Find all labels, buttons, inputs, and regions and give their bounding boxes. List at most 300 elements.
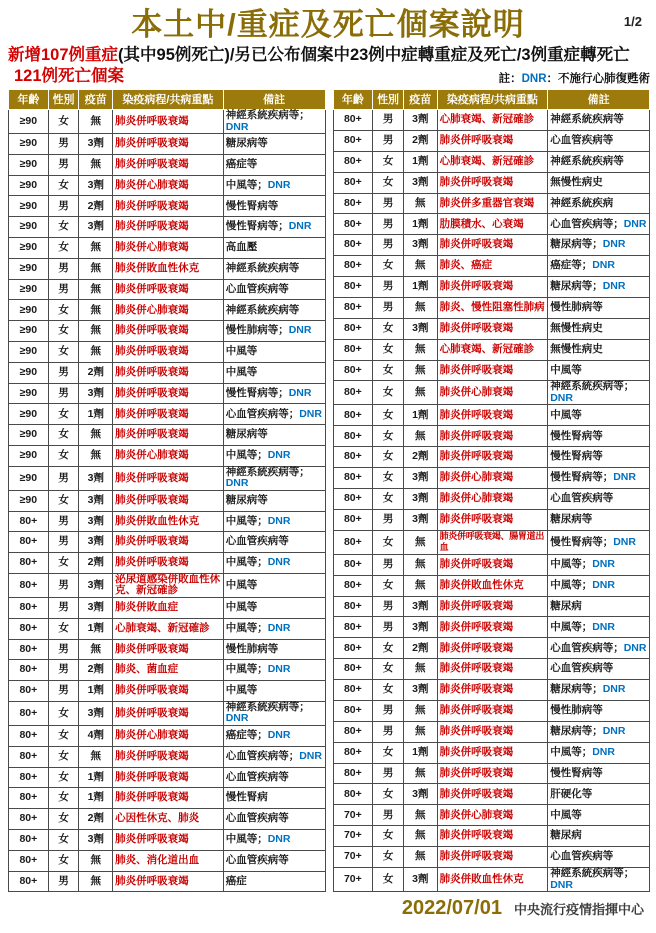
column-header: 年齡 bbox=[9, 90, 49, 110]
table-row bbox=[333, 193, 650, 214]
disease-course-cell: 肺炎併呼吸衰竭 bbox=[113, 425, 224, 446]
sex-cell: 男 bbox=[48, 597, 79, 618]
vaccine-dose-cell: 3劑 bbox=[79, 701, 113, 725]
sex-cell: 女 bbox=[48, 701, 79, 725]
vaccine-dose-cell: 無 bbox=[79, 300, 113, 321]
sex-cell: 女 bbox=[48, 445, 79, 466]
vaccine-dose-cell: 3劑 bbox=[403, 110, 437, 131]
table-row bbox=[9, 341, 326, 362]
remark-cell: 神經系統疾病等；DNR bbox=[223, 110, 325, 134]
column-header: 染疫病程/共病重點 bbox=[437, 90, 548, 110]
remark-cell: 慢性腎病等；DNR bbox=[223, 217, 325, 238]
disease-course-cell: 心肺衰竭、新冠確診 bbox=[437, 151, 548, 172]
vaccine-dose-cell: 無 bbox=[79, 639, 113, 660]
case-tables bbox=[8, 89, 650, 892]
age-cell: 80+ bbox=[333, 763, 373, 784]
age-cell: 80+ bbox=[333, 381, 373, 405]
sex-cell: 男 bbox=[373, 193, 404, 214]
vaccine-dose-cell: 無 bbox=[79, 279, 113, 300]
table-row bbox=[9, 532, 326, 553]
column-header: 性別 bbox=[48, 90, 79, 110]
disease-course-cell: 肺炎併呼吸衰竭 bbox=[113, 154, 224, 175]
disease-course-cell: 肺炎併呼吸衰竭 bbox=[437, 617, 548, 638]
vaccine-dose-cell: 2劑 bbox=[79, 553, 113, 574]
vaccine-dose-cell: 2劑 bbox=[79, 362, 113, 383]
table-row bbox=[9, 511, 326, 532]
vaccine-dose-cell: 無 bbox=[79, 850, 113, 871]
table-row bbox=[333, 277, 650, 298]
vaccine-dose-cell: 無 bbox=[403, 193, 437, 214]
age-cell: 80+ bbox=[333, 742, 373, 763]
disease-course-cell: 肺炎併心肺衰竭 bbox=[437, 381, 548, 405]
subtitle-black-text: (其中95例死亡)/另已公布個案中23例中症轉重症及死亡/3例重症轉死亡 bbox=[118, 46, 630, 64]
remark-cell: 高血壓 bbox=[223, 237, 325, 258]
disease-course-cell: 肺炎併呼吸衰竭 bbox=[113, 383, 224, 404]
vaccine-dose-cell: 3劑 bbox=[79, 383, 113, 404]
sex-cell: 男 bbox=[373, 235, 404, 256]
age-cell: 80+ bbox=[333, 214, 373, 235]
disease-course-cell: 肺炎併呼吸衰竭 bbox=[437, 721, 548, 742]
remark-cell: 糖尿病等 bbox=[223, 425, 325, 446]
column-header: 備註 bbox=[548, 90, 650, 110]
table-row bbox=[9, 639, 326, 660]
disease-course-cell: 肺炎併呼吸衰竭 bbox=[437, 318, 548, 339]
dnr-label: DNR bbox=[613, 535, 636, 548]
column-header: 年齡 bbox=[333, 90, 373, 110]
remark-cell: 中風等；DNR bbox=[548, 554, 650, 575]
table-row bbox=[9, 154, 326, 175]
table-row bbox=[9, 134, 326, 155]
sex-cell: 女 bbox=[373, 826, 404, 847]
dnr-label: DNR bbox=[267, 178, 291, 191]
age-cell: 80+ bbox=[9, 553, 49, 574]
sex-cell: 男 bbox=[373, 805, 404, 826]
vaccine-dose-cell: 無 bbox=[403, 700, 437, 721]
remark-cell: 中風等；DNR bbox=[223, 553, 325, 574]
dnr-label: DNR bbox=[267, 621, 291, 634]
sex-cell: 女 bbox=[373, 530, 404, 554]
vaccine-dose-cell: 2劑 bbox=[403, 447, 437, 468]
remark-cell: 癌症 bbox=[223, 871, 325, 892]
sex-cell: 女 bbox=[373, 867, 404, 891]
age-cell: 80+ bbox=[333, 360, 373, 381]
age-cell: ≥90 bbox=[9, 341, 49, 362]
table-row bbox=[9, 217, 326, 238]
age-cell: ≥90 bbox=[9, 300, 49, 321]
table-row bbox=[9, 466, 326, 490]
remark-cell: 中風等；DNR bbox=[223, 511, 325, 532]
dnr-label: DNR bbox=[623, 641, 647, 654]
vaccine-dose-cell: 無 bbox=[403, 297, 437, 318]
age-cell: 80+ bbox=[9, 788, 49, 809]
remark-cell: 糖尿病等；DNR bbox=[548, 721, 650, 742]
column-header: 備註 bbox=[223, 90, 325, 110]
disease-course-cell: 肺炎併呼吸衰竭 bbox=[113, 279, 224, 300]
disease-course-cell: 肺炎併呼吸衰竭 bbox=[113, 701, 224, 725]
age-cell: 80+ bbox=[333, 680, 373, 701]
dnr-label: DNR bbox=[267, 449, 291, 462]
remark-cell: 中風等；DNR bbox=[548, 742, 650, 763]
vaccine-dose-cell: 無 bbox=[79, 258, 113, 279]
vaccine-dose-cell: 無 bbox=[403, 805, 437, 826]
footer bbox=[402, 897, 644, 920]
age-cell: 80+ bbox=[333, 318, 373, 339]
vaccine-dose-cell: 無 bbox=[403, 721, 437, 742]
disease-course-cell: 肺炎併心肺衰竭 bbox=[113, 300, 224, 321]
table-row bbox=[333, 405, 650, 426]
remark-cell: 心血管疾病等；DNR bbox=[548, 638, 650, 659]
table-row bbox=[333, 488, 650, 509]
age-cell: ≥90 bbox=[9, 383, 49, 404]
age-cell: ≥90 bbox=[9, 490, 49, 511]
table-row bbox=[333, 381, 650, 405]
age-cell: ≥90 bbox=[9, 134, 49, 155]
dnr-label: DNR bbox=[592, 620, 615, 633]
sex-cell: 女 bbox=[373, 381, 404, 405]
age-cell: 80+ bbox=[333, 130, 373, 151]
vaccine-dose-cell: 無 bbox=[403, 554, 437, 575]
age-cell: ≥90 bbox=[9, 362, 49, 383]
vaccine-dose-cell: 1劑 bbox=[403, 405, 437, 426]
table-row bbox=[9, 300, 326, 321]
sex-cell: 男 bbox=[373, 130, 404, 151]
table-row bbox=[333, 847, 650, 868]
age-cell: 80+ bbox=[9, 618, 49, 639]
dnr-label: DNR bbox=[602, 725, 626, 737]
sex-cell: 女 bbox=[48, 237, 79, 258]
remark-cell: 心血管疾病等 bbox=[548, 659, 650, 680]
remark-cell: 心血管疾病等 bbox=[548, 130, 650, 151]
table-row bbox=[9, 196, 326, 217]
column-header: 性別 bbox=[373, 90, 404, 110]
sex-cell: 男 bbox=[373, 214, 404, 235]
vaccine-dose-cell: 1劑 bbox=[79, 767, 113, 788]
table-row bbox=[9, 660, 326, 681]
disease-course-cell: 肺炎併呼吸衰竭 bbox=[437, 596, 548, 617]
table-row bbox=[9, 701, 326, 725]
remark-cell: 神經系統疾病等；DNR bbox=[223, 701, 325, 725]
vaccine-dose-cell: 無 bbox=[79, 321, 113, 342]
subtitle-line2-row bbox=[14, 66, 650, 86]
sex-cell: 男 bbox=[373, 509, 404, 530]
vaccine-dose-cell: 無 bbox=[403, 826, 437, 847]
vaccine-dose-cell: 3劑 bbox=[403, 468, 437, 489]
case-table-right bbox=[333, 89, 651, 892]
table-row bbox=[9, 681, 326, 702]
vaccine-dose-cell: 3劑 bbox=[79, 175, 113, 196]
age-cell: 80+ bbox=[9, 660, 49, 681]
table-row bbox=[333, 721, 650, 742]
dnr-label: DNR bbox=[267, 514, 291, 527]
age-cell: 80+ bbox=[333, 235, 373, 256]
vaccine-dose-cell: 無 bbox=[403, 659, 437, 680]
disease-course-cell: 肺炎併呼吸衰竭 bbox=[437, 659, 548, 680]
sex-cell: 男 bbox=[48, 279, 79, 300]
disease-course-cell: 肺炎併呼吸衰竭 bbox=[437, 130, 548, 151]
vaccine-dose-cell: 3劑 bbox=[79, 511, 113, 532]
disease-course-cell: 肺炎併呼吸衰竭 bbox=[437, 784, 548, 805]
age-cell: 80+ bbox=[333, 554, 373, 575]
remark-cell: 中風等；DNR bbox=[223, 829, 325, 850]
vaccine-dose-cell: 無 bbox=[79, 445, 113, 466]
vaccine-dose-cell: 無 bbox=[79, 871, 113, 892]
disease-course-cell: 肺炎併呼吸衰竭 bbox=[437, 680, 548, 701]
sex-cell: 女 bbox=[373, 847, 404, 868]
dnr-label: DNR bbox=[225, 120, 249, 133]
vaccine-dose-cell: 無 bbox=[403, 763, 437, 784]
disease-course-cell: 肺炎併呼吸衰竭 bbox=[437, 638, 548, 659]
remark-cell: 心血管疾病等 bbox=[548, 488, 650, 509]
disease-course-cell: 肺炎併心肺衰竭 bbox=[113, 445, 224, 466]
disease-course-cell: 心肺衰竭、新冠確診 bbox=[113, 618, 224, 639]
vaccine-dose-cell: 無 bbox=[79, 237, 113, 258]
remark-cell: 肝硬化等 bbox=[548, 784, 650, 805]
dnr-label: DNR bbox=[602, 238, 626, 251]
remark-cell: 中風等 bbox=[548, 805, 650, 826]
table-row bbox=[9, 445, 326, 466]
disease-course-cell: 肺炎併敗血性休克 bbox=[437, 867, 548, 891]
age-cell: 80+ bbox=[333, 488, 373, 509]
sex-cell: 女 bbox=[48, 110, 79, 134]
sex-cell: 男 bbox=[48, 511, 79, 532]
age-cell: 80+ bbox=[333, 405, 373, 426]
report-date: 2022/07/01 bbox=[401, 897, 502, 919]
disease-course-cell: 肺炎併呼吸衰竭 bbox=[437, 554, 548, 575]
remark-cell: 無慢性病史 bbox=[548, 339, 650, 360]
remark-cell: 心血管疾病等；DNR bbox=[548, 214, 650, 235]
dnr-label: DNR bbox=[288, 324, 312, 337]
vaccine-dose-cell: 1劑 bbox=[403, 742, 437, 763]
disease-course-cell: 肺炎併多重器官衰竭 bbox=[437, 193, 548, 214]
remark-cell: 糖尿病 bbox=[548, 826, 650, 847]
remark-cell: 神經系統疾病等；DNR bbox=[548, 381, 650, 405]
case-table-left bbox=[8, 89, 326, 892]
age-cell: 80+ bbox=[9, 573, 49, 597]
remark-cell: 心血管疾病等 bbox=[223, 850, 325, 871]
age-cell: ≥90 bbox=[9, 445, 49, 466]
remark-cell: 慢性肺病等 bbox=[548, 297, 650, 318]
disease-course-cell: 肺炎併呼吸衰竭 bbox=[113, 639, 224, 660]
remark-cell: 慢性腎病 bbox=[223, 788, 325, 809]
disease-course-cell: 肺炎併呼吸衰竭 bbox=[113, 196, 224, 217]
remark-cell: 神經系統疾病等；DNR bbox=[223, 466, 325, 490]
remark-cell: 中風等 bbox=[223, 597, 325, 618]
age-cell: 80+ bbox=[333, 297, 373, 318]
table-row bbox=[9, 383, 326, 404]
age-cell: 80+ bbox=[9, 850, 49, 871]
age-cell: 80+ bbox=[333, 596, 373, 617]
remark-cell: 心血管疾病等 bbox=[548, 847, 650, 868]
age-cell: 80+ bbox=[9, 681, 49, 702]
vaccine-dose-cell: 2劑 bbox=[403, 130, 437, 151]
dnr-label: DNR bbox=[592, 259, 615, 272]
disease-course-cell: 肺炎併心肺衰竭 bbox=[113, 725, 224, 746]
sex-cell: 女 bbox=[48, 746, 79, 767]
table-row bbox=[9, 597, 326, 618]
age-cell: 80+ bbox=[9, 746, 49, 767]
subtitle-line1 bbox=[8, 45, 652, 66]
sex-cell: 女 bbox=[373, 339, 404, 360]
dnr-label: DNR bbox=[550, 391, 573, 404]
table-row bbox=[9, 321, 326, 342]
table-row bbox=[333, 784, 650, 805]
table-row bbox=[333, 680, 650, 701]
disease-course-cell: 肺炎併呼吸衰竭 bbox=[437, 277, 548, 298]
vaccine-dose-cell: 1劑 bbox=[79, 618, 113, 639]
vaccine-dose-cell: 無 bbox=[403, 339, 437, 360]
vaccine-dose-cell: 3劑 bbox=[79, 829, 113, 850]
sex-cell: 女 bbox=[373, 405, 404, 426]
vaccine-dose-cell: 無 bbox=[403, 360, 437, 381]
remark-cell: 神經系統疾病 bbox=[548, 193, 650, 214]
sex-cell: 男 bbox=[48, 660, 79, 681]
page-number: 1/2 bbox=[623, 14, 642, 29]
remark-cell: 慢性腎病等 bbox=[548, 447, 650, 468]
disease-course-cell: 肺炎併敗血性休克 bbox=[113, 258, 224, 279]
disease-course-cell: 肺炎併呼吸衰竭 bbox=[113, 788, 224, 809]
age-cell: 80+ bbox=[333, 617, 373, 638]
age-cell: 80+ bbox=[9, 829, 49, 850]
remark-cell: 神經系統疾病等 bbox=[548, 151, 650, 172]
disease-course-cell: 肺炎併呼吸衰竭 bbox=[113, 553, 224, 574]
table-row bbox=[333, 172, 650, 193]
disease-course-cell: 肺炎併心肺衰竭 bbox=[437, 468, 548, 489]
table-row bbox=[333, 297, 650, 318]
disease-course-cell: 肺炎併呼吸衰竭 bbox=[437, 847, 548, 868]
sex-cell: 女 bbox=[373, 575, 404, 596]
disease-course-cell: 肺炎併呼吸衰竭 bbox=[113, 362, 224, 383]
table-row bbox=[9, 573, 326, 597]
remark-cell: 糖尿病等 bbox=[223, 490, 325, 511]
vaccine-dose-cell: 3劑 bbox=[79, 597, 113, 618]
age-cell: ≥90 bbox=[9, 321, 49, 342]
disease-course-cell: 肺炎併呼吸衰竭 bbox=[113, 404, 224, 425]
remark-cell: 神經系統疾病等 bbox=[548, 110, 650, 131]
table-row bbox=[9, 725, 326, 746]
table-row bbox=[9, 490, 326, 511]
sex-cell: 女 bbox=[48, 850, 79, 871]
age-cell: ≥90 bbox=[9, 110, 49, 134]
vaccine-dose-cell: 無 bbox=[403, 256, 437, 277]
table-row bbox=[9, 279, 326, 300]
table-row bbox=[333, 554, 650, 575]
sex-cell: 女 bbox=[48, 553, 79, 574]
disease-course-cell: 肺炎併呼吸衰竭 bbox=[437, 509, 548, 530]
remark-cell: 中風等 bbox=[223, 573, 325, 597]
remark-cell: 無慢性病史 bbox=[548, 318, 650, 339]
disease-course-cell: 肺炎併呼吸衰竭 bbox=[437, 360, 548, 381]
disease-course-cell: 肺炎併呼吸衰竭 bbox=[437, 700, 548, 721]
dnr-label: DNR bbox=[592, 578, 615, 591]
sex-cell: 男 bbox=[373, 554, 404, 575]
sex-cell: 女 bbox=[373, 172, 404, 193]
sex-cell: 男 bbox=[48, 383, 79, 404]
table-row bbox=[9, 237, 326, 258]
vaccine-dose-cell: 3劑 bbox=[79, 490, 113, 511]
sex-cell: 男 bbox=[373, 297, 404, 318]
disease-course-cell: 心肺衰竭、新冠確診 bbox=[437, 339, 548, 360]
vaccine-dose-cell: 2劑 bbox=[79, 809, 113, 830]
age-cell: 80+ bbox=[333, 530, 373, 554]
sex-cell: 男 bbox=[48, 134, 79, 155]
age-cell: ≥90 bbox=[9, 258, 49, 279]
sex-cell: 男 bbox=[48, 639, 79, 660]
remark-cell: 糖尿病等；DNR bbox=[548, 235, 650, 256]
age-cell: ≥90 bbox=[9, 279, 49, 300]
disease-course-cell: 肺炎併呼吸衰竭、腸胃道出血 bbox=[437, 530, 548, 554]
dnr-label: DNR bbox=[550, 878, 573, 891]
age-cell: 80+ bbox=[333, 110, 373, 131]
remark-cell: 糖尿病等；DNR bbox=[548, 680, 650, 701]
sex-cell: 男 bbox=[48, 258, 79, 279]
dnr-abbr: DNR bbox=[521, 73, 547, 85]
issuing-agency: 中央流行疫情指揮中心 bbox=[513, 902, 644, 917]
remark-cell: 慢性肺病等 bbox=[223, 639, 325, 660]
disease-course-cell: 肺炎併心肺衰竭 bbox=[437, 488, 548, 509]
note-suffix: ：不施行心肺復甦術 bbox=[546, 73, 650, 85]
table-row bbox=[333, 700, 650, 721]
remark-cell: 中風等；DNR bbox=[223, 660, 325, 681]
remark-cell: 糖尿病等 bbox=[548, 509, 650, 530]
sex-cell: 女 bbox=[48, 490, 79, 511]
remark-cell: 慢性腎病等；DNR bbox=[548, 530, 650, 554]
table-row bbox=[9, 850, 326, 871]
disease-course-cell: 肺炎併呼吸衰竭 bbox=[113, 681, 224, 702]
vaccine-dose-cell: 4劑 bbox=[79, 725, 113, 746]
remark-cell: 心血管疾病等 bbox=[223, 279, 325, 300]
sex-cell: 女 bbox=[373, 426, 404, 447]
vaccine-dose-cell: 3劑 bbox=[403, 172, 437, 193]
age-cell: 80+ bbox=[9, 639, 49, 660]
remark-cell: 中風等；DNR bbox=[223, 618, 325, 639]
age-cell: 80+ bbox=[9, 871, 49, 892]
dnr-label: DNR bbox=[225, 712, 249, 725]
vaccine-dose-cell: 無 bbox=[403, 426, 437, 447]
disease-course-cell: 肺炎併心肺衰竭 bbox=[113, 175, 224, 196]
disease-course-cell: 肺炎、菌血症 bbox=[113, 660, 224, 681]
vaccine-dose-cell: 1劑 bbox=[403, 151, 437, 172]
column-header: 染疫病程/共病重點 bbox=[113, 90, 224, 110]
remark-cell: 中風等 bbox=[223, 341, 325, 362]
remark-cell: 心血管疾病等；DNR bbox=[223, 746, 325, 767]
remark-cell: 慢性腎病等；DNR bbox=[223, 383, 325, 404]
table-row bbox=[9, 175, 326, 196]
disease-course-cell: 肺炎併呼吸衰竭 bbox=[437, 235, 548, 256]
age-cell: ≥90 bbox=[9, 466, 49, 490]
table-row bbox=[9, 829, 326, 850]
table-row bbox=[9, 788, 326, 809]
disease-course-cell: 心因性休克、肺炎 bbox=[113, 809, 224, 830]
remark-cell: 糖尿病等；DNR bbox=[548, 277, 650, 298]
sex-cell: 男 bbox=[48, 154, 79, 175]
sex-cell: 男 bbox=[48, 532, 79, 553]
table-row bbox=[333, 638, 650, 659]
sex-cell: 女 bbox=[373, 447, 404, 468]
age-cell: ≥90 bbox=[9, 237, 49, 258]
remark-cell: 慢性腎病等 bbox=[548, 426, 650, 447]
table-row bbox=[9, 404, 326, 425]
subtitle-red-highlight: 新增107例重症 bbox=[8, 46, 119, 64]
sex-cell: 女 bbox=[48, 767, 79, 788]
table-header-row bbox=[9, 90, 326, 110]
age-cell: ≥90 bbox=[9, 425, 49, 446]
sex-cell: 男 bbox=[48, 362, 79, 383]
age-cell: ≥90 bbox=[9, 404, 49, 425]
vaccine-dose-cell: 3劑 bbox=[403, 784, 437, 805]
disease-course-cell: 肺炎併呼吸衰竭 bbox=[113, 829, 224, 850]
age-cell: ≥90 bbox=[9, 154, 49, 175]
table-row bbox=[333, 575, 650, 596]
